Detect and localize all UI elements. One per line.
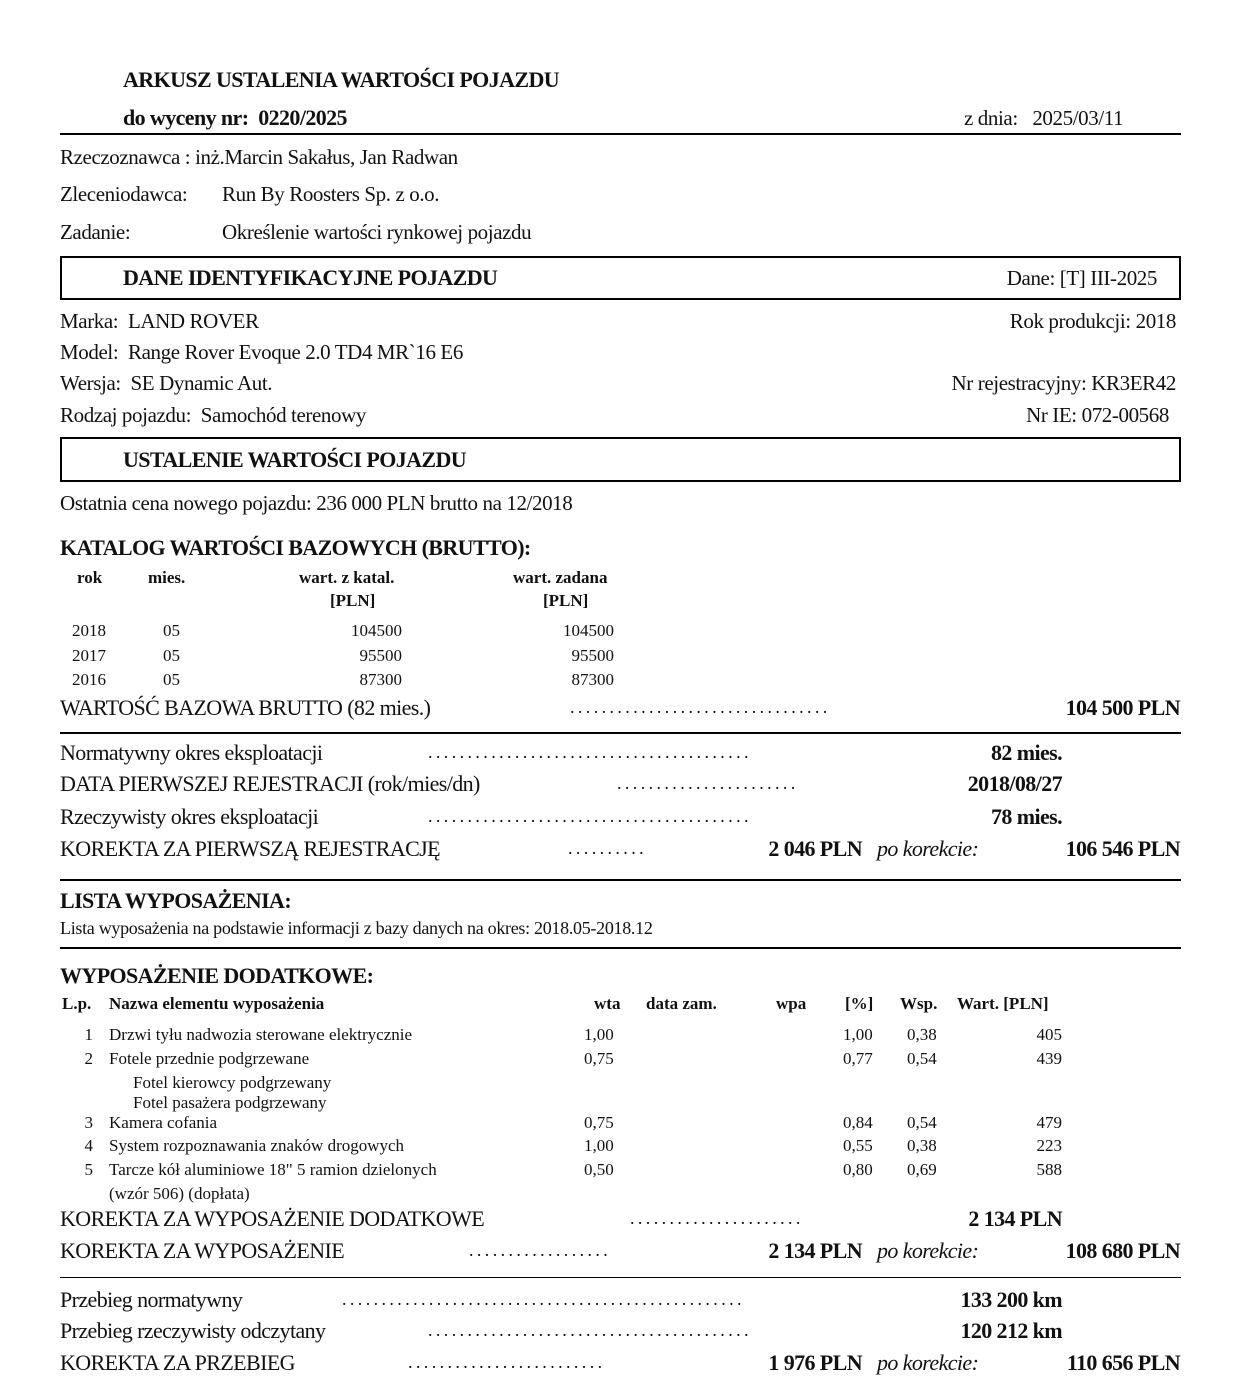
data-source: Dane: [T] III-2025 [1006,266,1157,290]
row-wta: 1,00 [584,1136,614,1155]
client-label: Zleceniodawca: [60,182,188,206]
col-header-catalog-unit: [PLN] [330,591,376,610]
production-year: Rok produkcji: 2018 [1009,309,1176,333]
row-coefficient: 0,38 [907,1025,937,1044]
col-header-month: mies. [148,568,186,587]
version-value: SE Dynamic Aut. [130,371,273,395]
actual-period-label: Rzeczywisty okres eksploatacji [60,804,319,829]
leader-dots: ................................................... [342,1289,745,1309]
task-label: Zadanie: [60,220,131,244]
date-label: z dnia: [964,106,1018,130]
registration-number: Nr rejestracyjny: KR3ER42 [951,371,1176,395]
row-wta: 0,75 [584,1113,614,1132]
expert-line [60,145,458,170]
row-value: 588 [1036,1160,1062,1179]
row-percent: 0,84 [843,1113,873,1132]
normative-period-label: Normatywny okres eksploatacji [60,740,323,765]
valuation-number-label: do wyceny nr: [123,105,249,130]
leader-dots: ......................... [408,1352,606,1372]
row-percent: 0,55 [843,1136,873,1155]
expert-name: inż.Marcin Sakałus, Jan Radwan [195,145,458,169]
after-correction-value: 110 656 PLN [1066,1350,1180,1375]
row-sub-item: Fotel kierowcy podgrzewany [133,1073,332,1092]
equipment-correction-value: 2 134 PLN [768,1238,862,1263]
row-name-continued: (wzór 506) (dopłata) [109,1184,250,1203]
vehicle-type-value: Samochód terenowy [200,403,366,427]
divider [60,133,1181,135]
identification-title: DANE IDENTYFIKACYJNE POJAZDU [123,265,498,290]
extra-equipment-correction-label: KOREKTA ZA WYPOSAŻENIE DODATKOWE [60,1206,485,1231]
extra-equipment-title: WYPOSAŻENIE DODATKOWE: [60,963,374,988]
leader-dots: ...................... [630,1208,804,1228]
row-value: 479 [1036,1113,1062,1132]
document-date-line [964,106,1123,131]
divider [60,879,1181,881]
extra-equipment-correction-value: 2 134 PLN [968,1206,1062,1231]
row-month: 05 [163,646,180,665]
normative-period-value: 82 mies. [991,740,1062,765]
vehicle-type-line [60,403,366,428]
after-correction-label: po korekcie: [877,836,979,861]
after-correction-value: 106 546 PLN [1065,836,1180,861]
after-correction-value: 108 680 PLN [1065,1238,1180,1263]
col-header-set-unit: [PLN] [543,591,589,610]
row-lp: 2 [84,1049,93,1068]
row-catalog-value: 104500 [351,621,402,640]
col-header-lp: L.p. [62,994,92,1013]
row-coefficient: 0,54 [907,1113,937,1132]
row-name: Tarcze kół aluminiowe 18" 5 ramion dzielonych [109,1160,437,1179]
row-set-value: 87300 [571,670,614,689]
ie-number: Nr IE: 072-00568 [1026,403,1169,427]
after-correction-label: po korekcie: [877,1238,979,1263]
leader-dots: ................................. [570,697,831,717]
valuation-section-header [60,437,1181,482]
normative-mileage-label: Przebieg normatywny [60,1287,243,1312]
version-label: Wersja: [60,371,121,395]
row-name: Kamera cofania [109,1113,218,1132]
first-registration-correction-label: KOREKTA ZA PIERWSZĄ REJESTRACJĘ [60,836,440,861]
valuation-number: 0220/2025 [258,105,347,130]
expert-label: Rzeczoznawca : [60,145,191,169]
row-name: Drzwi tyłu nadwozia sterowane elektrycznie [109,1025,413,1044]
divider [60,732,1181,734]
row-lp: 4 [84,1136,93,1155]
leader-dots: ....................... [617,773,799,793]
col-header-percent: [%] [845,994,874,1013]
mileage-correction-label: KOREKTA ZA PRZEBIEG [60,1350,295,1375]
row-wta: 0,50 [584,1160,614,1179]
col-header-set-value: wart. zadana [513,568,608,587]
leader-dots: ......................................... [428,806,752,826]
row-coefficient: 0,69 [907,1160,937,1179]
actual-mileage-value: 120 212 km [960,1318,1062,1343]
make-value: LAND ROVER [127,309,259,333]
col-header-name: Nazwa elementu wyposażenia [109,994,325,1013]
divider [60,947,1181,949]
leader-dots: .................. [469,1240,612,1260]
leader-dots: ......................................... [428,742,752,762]
actual-period-value: 78 mies. [991,804,1062,829]
row-name: System rozpoznawania znaków drogowych [109,1136,405,1155]
valuation-title: USTALENIE WARTOŚCI POJAZDU [123,447,467,472]
leader-dots: .......... [568,838,647,858]
document-title: ARKUSZ USTALENIA WARTOŚCI POJAZDU [123,67,560,92]
equipment-correction-label: KOREKTA ZA WYPOSAŻENIE [60,1238,345,1263]
first-registration-label: DATA PIERWSZEJ REJESTRACJI (rok/mies/dn) [60,771,480,796]
row-name: Fotele przednie podgrzewane [109,1049,310,1068]
row-value: 223 [1036,1136,1062,1155]
col-header-year: rok [77,568,103,587]
col-header-value: Wart. [PLN] [957,994,1049,1013]
divider [60,1277,1181,1278]
actual-mileage-label: Przebieg rzeczywisty odczytany [60,1318,326,1343]
row-percent: 1,00 [843,1025,873,1044]
col-header-wta: wta [594,994,621,1013]
equipment-list-title: LISTA WYPOSAŻENIA: [60,888,292,913]
row-catalog-value: 95500 [359,646,402,665]
row-year: 2018 [72,621,106,640]
col-header-coefficient: Wsp. [900,994,938,1013]
col-header-wpa: wpa [776,994,807,1013]
row-month: 05 [163,621,180,640]
mileage-correction-value: 1 976 PLN [768,1350,862,1375]
make-line [60,309,259,334]
normative-mileage-value: 133 200 km [960,1287,1062,1312]
first-registration-date: 2018/08/27 [967,771,1062,796]
row-set-value: 104500 [563,621,614,640]
model-value: Range Rover Evoque 2.0 TD4 MR`16 E6 [127,340,463,364]
row-wta: 0,75 [584,1049,614,1068]
row-coefficient: 0,54 [907,1049,937,1068]
version-line [60,371,272,396]
identification-section-header [60,256,1181,300]
row-lp: 1 [84,1025,93,1044]
col-header-catalog-value: wart. z katal. [299,568,395,587]
after-correction-label: po korekcie: [877,1350,979,1375]
row-value: 405 [1036,1025,1062,1044]
equipment-list-note: Lista wyposażenia na podstawie informacji z bazy danych na okres: 2018.05-2018.12 [60,918,653,938]
row-lp: 3 [84,1113,93,1132]
row-wta: 1,00 [584,1025,614,1044]
row-set-value: 95500 [571,646,614,665]
leader-dots: ......................................... [428,1320,752,1340]
document-date: 2025/03/11 [1032,106,1124,130]
task-text: Określenie wartości rynkowej pojazdu [222,220,532,244]
valuation-number-line [123,105,347,131]
first-registration-correction-value: 2 046 PLN [768,836,862,861]
col-header-order-date: data zam. [646,994,717,1013]
base-value-label: WARTOŚĆ BAZOWA BRUTTO (82 mies.) [60,695,431,720]
row-catalog-value: 87300 [359,670,402,689]
row-year: 2017 [72,646,106,665]
row-percent: 0,80 [843,1160,873,1179]
make-label: Marka: [60,309,119,333]
row-sub-item: Fotel pasażera podgrzewany [133,1093,327,1112]
row-month: 05 [163,670,180,689]
vehicle-type-label: Rodzaj pojazdu: [60,403,192,427]
row-lp: 5 [84,1160,93,1179]
row-percent: 0,77 [843,1049,873,1068]
row-year: 2016 [72,670,106,689]
base-value: 104 500 PLN [1065,695,1180,720]
client-name: Run By Roosters Sp. z o.o. [222,182,440,206]
model-line [60,340,463,365]
row-coefficient: 0,38 [907,1136,937,1155]
catalog-title: KATALOG WARTOŚCI BAZOWYCH (BRUTTO): [60,535,531,560]
model-label: Model: [60,340,119,364]
last-new-price: Ostatnia cena nowego pojazdu: 236 000 PLN brutto na 12/2018 [60,491,573,515]
row-value: 439 [1036,1049,1062,1068]
